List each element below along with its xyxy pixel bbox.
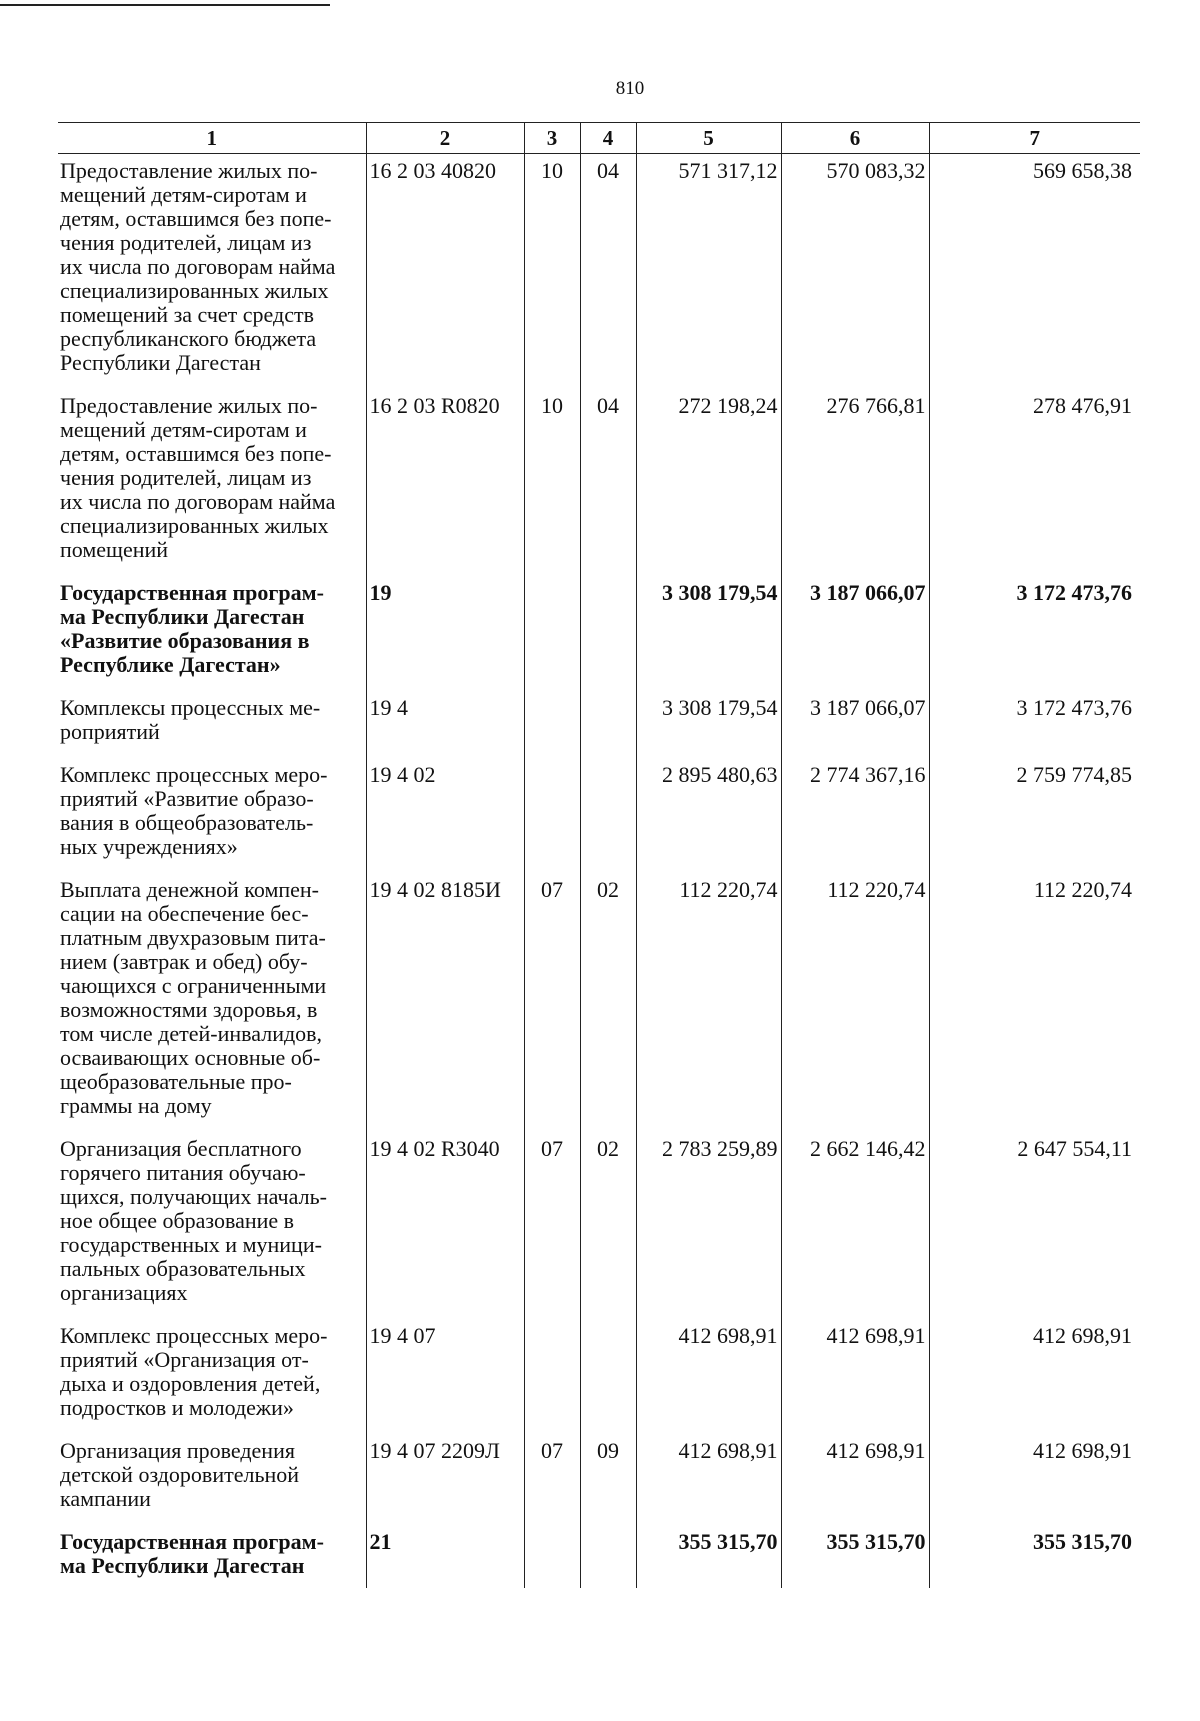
row-subsection (580, 691, 636, 758)
row-subsection (580, 1525, 636, 1588)
row-name: Предоставление жилых по- мещений детям-сиротам и детям, оставшимся без попе- чения родителей, лицам из их числа по договорам найма специализированных жилых помещений за счет средств республиканского бюджета Республики Дагестан (60, 158, 336, 375)
row-value-col5: 2 783 259,89 (636, 1132, 781, 1319)
row-value-col6: 412 698,91 (781, 1434, 929, 1525)
row-value-col5: 2 895 480,63 (636, 758, 781, 873)
row-section (524, 691, 580, 758)
row-code: 16 2 03 40820 (366, 154, 524, 390)
row-code: 19 4 02 (366, 758, 524, 873)
row-code: 21 (366, 1525, 524, 1588)
row-value-col7: 3 172 473,76 (929, 691, 1140, 758)
page-number: 810 (615, 78, 645, 99)
row-value-col5: 355 315,70 (636, 1525, 781, 1588)
header-cell-1: 1 (58, 123, 366, 154)
header-cell-4: 4 (580, 123, 636, 154)
table-row (58, 1132, 1140, 1319)
row-value-col6: 276 766,81 (781, 389, 929, 576)
row-value-col6: 2 774 367,16 (781, 758, 929, 873)
row-value-col7: 412 698,91 (929, 1319, 1140, 1434)
table-row (58, 154, 1140, 390)
table-header (58, 123, 1140, 154)
top-rule (0, 4, 330, 6)
table-row (58, 873, 1140, 1132)
row-value-col5: 412 698,91 (636, 1434, 781, 1525)
row-value-col7: 355 315,70 (929, 1525, 1140, 1588)
row-name: Предоставление жилых по- мещений детям-сиротам и детям, оставшимся без попе- чения родителей, лицам из их числа по договорам найма специализированных жилых помещений (60, 393, 336, 562)
header-cell-6: 6 (781, 123, 929, 154)
row-code: 19 4 07 (366, 1319, 524, 1434)
row-value-col5: 112 220,74 (636, 873, 781, 1132)
row-section: 10 (524, 154, 580, 390)
row-name: Государственная програм- ма Республики Дагестан (60, 1529, 324, 1578)
row-value-col6: 112 220,74 (781, 873, 929, 1132)
row-value-col5: 412 698,91 (636, 1319, 781, 1434)
row-value-col5: 3 308 179,54 (636, 691, 781, 758)
row-code: 19 4 02 8185И (366, 873, 524, 1132)
row-code: 19 (366, 576, 524, 691)
table-row (58, 576, 1140, 691)
row-value-col5: 272 198,24 (636, 389, 781, 576)
row-value-col5: 3 308 179,54 (636, 576, 781, 691)
row-value-col5: 571 317,12 (636, 154, 781, 390)
row-section (524, 576, 580, 691)
table-row (58, 691, 1140, 758)
header-row (58, 123, 1140, 154)
row-value-col7: 3 172 473,76 (929, 576, 1140, 691)
budget-table (58, 122, 1140, 1588)
row-subsection (580, 1319, 636, 1434)
header-cell-5: 5 (636, 123, 781, 154)
header-cell-7: 7 (929, 123, 1140, 154)
row-code: 16 2 03 R0820 (366, 389, 524, 576)
header-cell-2: 2 (366, 123, 524, 154)
header-cell-3: 3 (524, 123, 580, 154)
row-name: Комплекс процессных меро- приятий «Организация от- дыха и оздоровления детей, подростков и молодежи» (60, 1323, 328, 1420)
row-subsection: 04 (580, 154, 636, 390)
row-section (524, 1319, 580, 1434)
row-code: 19 4 (366, 691, 524, 758)
row-subsection (580, 758, 636, 873)
row-name: Организация бесплатного горячего питания обучаю- щихся, получающих началь- ное общее образование в государственных и муници- пальных образовательных организациях (60, 1136, 327, 1305)
table-row (58, 1525, 1140, 1588)
row-name: Комплекс процессных меро- приятий «Развитие образо- вания в общеобразователь- ных учреждениях» (60, 762, 328, 859)
row-value-col7: 112 220,74 (929, 873, 1140, 1132)
row-code: 19 4 02 R3040 (366, 1132, 524, 1319)
row-value-col7: 2 759 774,85 (929, 758, 1140, 873)
row-name: Организация проведения детской оздоровительной кампании (60, 1438, 300, 1511)
row-value-col6: 412 698,91 (781, 1319, 929, 1434)
row-section: 10 (524, 389, 580, 576)
row-subsection: 02 (580, 873, 636, 1132)
row-name: Государственная програм- ма Республики Дагестан «Развитие образования в Республике Дагестан» (60, 580, 324, 677)
table-row (58, 758, 1140, 873)
row-section (524, 758, 580, 873)
row-value-col7: 278 476,91 (929, 389, 1140, 576)
row-value-col7: 2 647 554,11 (929, 1132, 1140, 1319)
table-row (58, 1434, 1140, 1525)
row-section: 07 (524, 1434, 580, 1525)
table-row (58, 389, 1140, 576)
row-value-col6: 3 187 066,07 (781, 576, 929, 691)
row-value-col7: 412 698,91 (929, 1434, 1140, 1525)
row-subsection: 02 (580, 1132, 636, 1319)
row-value-col6: 570 083,32 (781, 154, 929, 390)
row-subsection: 09 (580, 1434, 636, 1525)
row-subsection (580, 576, 636, 691)
row-subsection: 04 (580, 389, 636, 576)
row-section: 07 (524, 873, 580, 1132)
row-name: Комплексы процессных ме- роприятий (60, 695, 321, 744)
row-value-col6: 2 662 146,42 (781, 1132, 929, 1319)
table-body (58, 154, 1140, 1589)
row-value-col6: 3 187 066,07 (781, 691, 929, 758)
row-section: 07 (524, 1132, 580, 1319)
row-name: Выплата денежной компен- сации на обеспечение бес- платным двухразовым пита- нием (завтрак и обед) обу- чающихся с ограниченными возможностями здоровья, в том числе детей-инвалидов, осваивающих основные об- щеобразовательные про- граммы на дому (60, 877, 327, 1118)
row-value-col6: 355 315,70 (781, 1525, 929, 1588)
table-row (58, 1319, 1140, 1434)
row-value-col7: 569 658,38 (929, 154, 1140, 390)
row-code: 19 4 07 2209Л (366, 1434, 524, 1525)
row-section (524, 1525, 580, 1588)
